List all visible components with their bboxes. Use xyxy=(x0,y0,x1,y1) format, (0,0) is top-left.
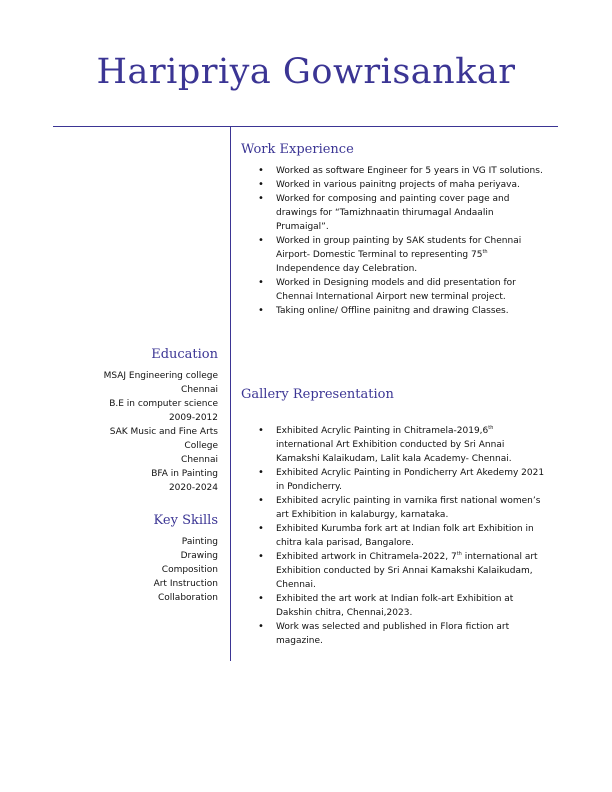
bullet-text: Exhibited Acrylic Painting in Chitramela-2019,6 xyxy=(276,426,489,436)
superscript: th xyxy=(482,249,488,255)
gallery-list xyxy=(258,424,548,648)
candidate-name: Haripriya Gowrisankar xyxy=(96,52,516,92)
bullet-text: Exhibited Acrylic Painting in Pondicherry Art Akedemy 2021 in Pondicherry. xyxy=(276,468,545,492)
gallery-item xyxy=(258,620,548,648)
education-line: 2009-2012 xyxy=(168,413,218,423)
education-line: Chennai xyxy=(181,455,218,465)
bullet-text: Exhibited acrylic painting in varnika first national women’s art Exhibition in kalaburgy, karnataka. xyxy=(276,496,541,520)
superscript: th xyxy=(456,551,462,557)
work-experience-list xyxy=(258,164,548,318)
work-item xyxy=(258,192,548,234)
education-line: BFA in Painting xyxy=(151,469,218,479)
education-line: B.E in computer science xyxy=(109,399,218,409)
superscript: th xyxy=(488,425,494,431)
skill-item: Composition xyxy=(161,565,218,575)
work-experience-heading: Work Experience xyxy=(241,142,354,157)
education-line: 2020-2024 xyxy=(168,483,218,493)
education-heading: Education xyxy=(151,347,218,362)
skill-item: Collaboration xyxy=(158,593,218,603)
work-item xyxy=(258,276,548,304)
skill-item: Painting xyxy=(181,537,218,547)
education-line: MSAJ Engineering college xyxy=(103,371,218,381)
bullet-text: Exhibited artwork in Chitramela-2022, 7 xyxy=(276,552,457,562)
bullet-text: Exhibited Kurumba fork art at Indian folk art Exhibition in chitra kala parisad, Bangalore. xyxy=(276,524,534,548)
bullet-text: international art Exhibition conducted by Sri Annai Kamakshi Kalaikudam, Chennai. xyxy=(276,552,538,590)
key-skills-heading: Key Skills xyxy=(153,513,218,528)
education-list xyxy=(104,369,218,495)
bullet-text: Taking online/ Offline painitng and drawing Classes. xyxy=(276,306,509,316)
education-line: Chennai xyxy=(181,385,218,395)
gallery-item xyxy=(258,522,548,550)
key-skills-list xyxy=(154,535,218,605)
bullet-text: Worked in Designing models and did presentation for Chennai International Airport new terminal project. xyxy=(276,278,516,302)
work-item xyxy=(258,234,548,276)
work-item xyxy=(258,178,548,192)
skill-item: Drawing xyxy=(180,551,218,561)
bullet-text: Worked for composing and painting cover page and drawings for “Tamizhnaatin thirumagal Andaalin Prumaigal”. xyxy=(276,194,510,232)
gallery-item xyxy=(258,592,548,620)
bullet-text: Worked as software Engineer for 5 years in VG IT solutions. xyxy=(276,166,543,176)
bullet-text: Independence day Celebration. xyxy=(276,264,418,274)
gallery-item xyxy=(258,466,548,494)
bullet-text: Worked in group painting by SAK students for Chennai Airport- Domestic Terminal to representing 75 xyxy=(276,236,522,260)
gallery-item xyxy=(258,494,548,522)
work-item xyxy=(258,164,548,178)
skill-item: Art Instruction xyxy=(153,579,218,589)
gallery-heading: Gallery Representation xyxy=(241,387,394,402)
bullet-text: Exhibited the art work at Indian folk-art Exhibition at Dakshin chitra, Chennai,2023. xyxy=(276,594,514,618)
gallery-item xyxy=(258,424,548,466)
column-divider xyxy=(230,126,231,661)
bullet-text: Worked in various painitng projects of maha periyava. xyxy=(276,180,520,190)
header-divider xyxy=(53,126,558,127)
bullet-text: international Art Exhibition conducted by Sri Annai Kamakshi Kalaikudam, Lalit kala Academy- Chennai. xyxy=(276,440,512,464)
bullet-text: Work was selected and published in Flora fiction art magazine. xyxy=(276,622,510,646)
gallery-item xyxy=(258,550,548,592)
work-item xyxy=(258,304,548,318)
education-line: College xyxy=(184,441,218,451)
education-line: SAK Music and Fine Arts xyxy=(109,427,218,437)
